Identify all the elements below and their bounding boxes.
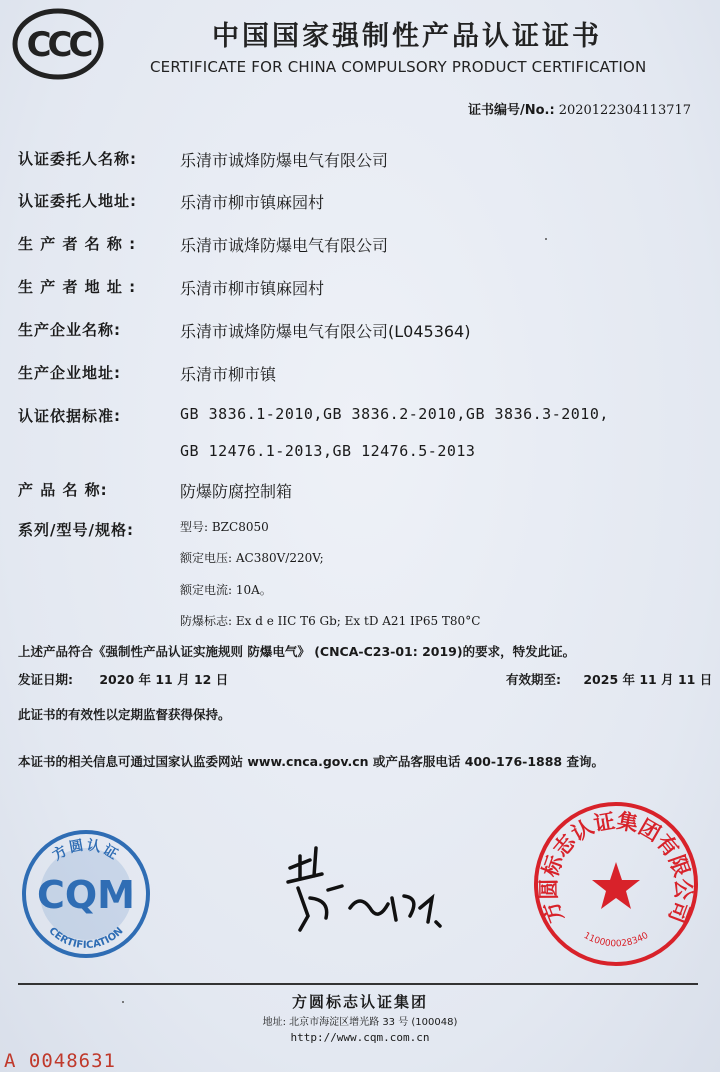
expiry-date-value: 2025 年 11 月 11 日 — [583, 672, 713, 687]
field-label: 产 品 名 称: — [18, 481, 108, 499]
spec-voltage: 额定电压: AC380V/220V; — [180, 551, 324, 565]
footer-organization: 方圆标志认证集团 — [291, 993, 428, 1011]
signature — [270, 838, 470, 938]
footer-divider — [18, 983, 698, 985]
expiry-date-label: 有效期至: — [506, 672, 561, 687]
field-value: 乐清市柳市镇 — [180, 365, 277, 384]
ccc-logo-icon — [12, 8, 104, 80]
field-value: 乐清市柳市镇麻园村 — [180, 193, 325, 212]
cqm-stamp — [20, 828, 152, 960]
footer-address: 地址: 北京市海淀区增光路 33 号 (100048) — [262, 1017, 458, 1028]
field-value: GB 3836.1-2010,GB 3836.2-2010,GB 3836.3-2010, — [180, 405, 609, 423]
star-icon — [592, 862, 640, 909]
certificate-number — [468, 99, 691, 118]
field-value: 防爆防腐控制箱 — [180, 482, 293, 501]
certificate-number-label: 证书编号/No.: — [468, 103, 555, 118]
issue-date-value: 2020 年 11 月 12 日 — [99, 672, 229, 687]
expiry-date — [506, 670, 712, 688]
title-english: CERTIFICATE FOR CHINA COMPULSORY PRODUCT CERTIFICATION — [150, 58, 647, 76]
spec-current: 额定电流: 10A。 — [180, 583, 272, 597]
spec-explosion-mark: 防爆标志: Ex d e IIC T6 Gb; Ex tD A21 IP65 T80°C — [180, 614, 481, 628]
speck — [122, 1001, 124, 1003]
certificate-number-value: 2020122304113717 — [558, 103, 692, 118]
conformity-statement: 上述产品符合《强制性产品认证实施规则 防爆电气》 (CNCA-C23-01: 2019)的要求，特发此证。 — [18, 644, 576, 659]
query-note: 本证书的相关信息可通过国家认监委网站 www.cnca.gov.cn 或产品客服电话 400-176-1888 查询。 — [18, 754, 604, 769]
field-value: 乐清市诚烽防爆电气有限公司 — [180, 236, 389, 255]
field-label: 生产企业名称: — [18, 321, 121, 339]
field-value: 乐清市柳市镇麻园村 — [180, 279, 325, 298]
issue-date — [18, 670, 228, 688]
footer-url[interactable]: http://www.cqm.com.cn — [290, 1031, 430, 1044]
ccc-logo-text: CCC — [26, 25, 90, 65]
cqm-top-text: 方圆认证 — [50, 837, 122, 864]
title-chinese: 中国国家强制性产品认证证书 — [212, 21, 602, 52]
field-label: 生产企业地址: — [18, 364, 121, 382]
field-label: 生 产 者 地 址 : — [18, 278, 137, 296]
issue-date-label: 发证日期: — [18, 672, 73, 687]
seal-text: 方圆标志认证集团有限公司 — [536, 808, 696, 927]
validity-note: 此证书的有效性以定期监督获得保持。 — [18, 707, 231, 722]
field-value: GB 12476.1-2013,GB 12476.5-2013 — [180, 442, 476, 460]
company-seal — [532, 800, 700, 968]
field-label: 生 产 者 名 称 : — [18, 235, 137, 253]
field-label: 系列/型号/规格: — [18, 521, 134, 539]
speck — [545, 238, 547, 240]
cqm-bottom-text: CERTIFICATION — [46, 925, 126, 952]
spec-model: 型号: BZC8050 — [180, 520, 269, 534]
seal-code: 110000028340 — [581, 930, 651, 950]
field-label: 认证委托人地址: — [18, 192, 137, 210]
field-value: 乐清市诚烽防爆电气有限公司(L045364) — [180, 322, 471, 341]
serial-number: A 0048631 — [4, 1050, 116, 1072]
field-value: 乐清市诚烽防爆电气有限公司 — [180, 151, 389, 170]
field-label: 认证依据标准: — [18, 407, 121, 425]
signature-text: 黄 鸿乐 — [270, 937, 274, 938]
cqm-main-text: CQM — [36, 873, 136, 917]
field-label: 认证委托人名称: — [18, 150, 137, 168]
